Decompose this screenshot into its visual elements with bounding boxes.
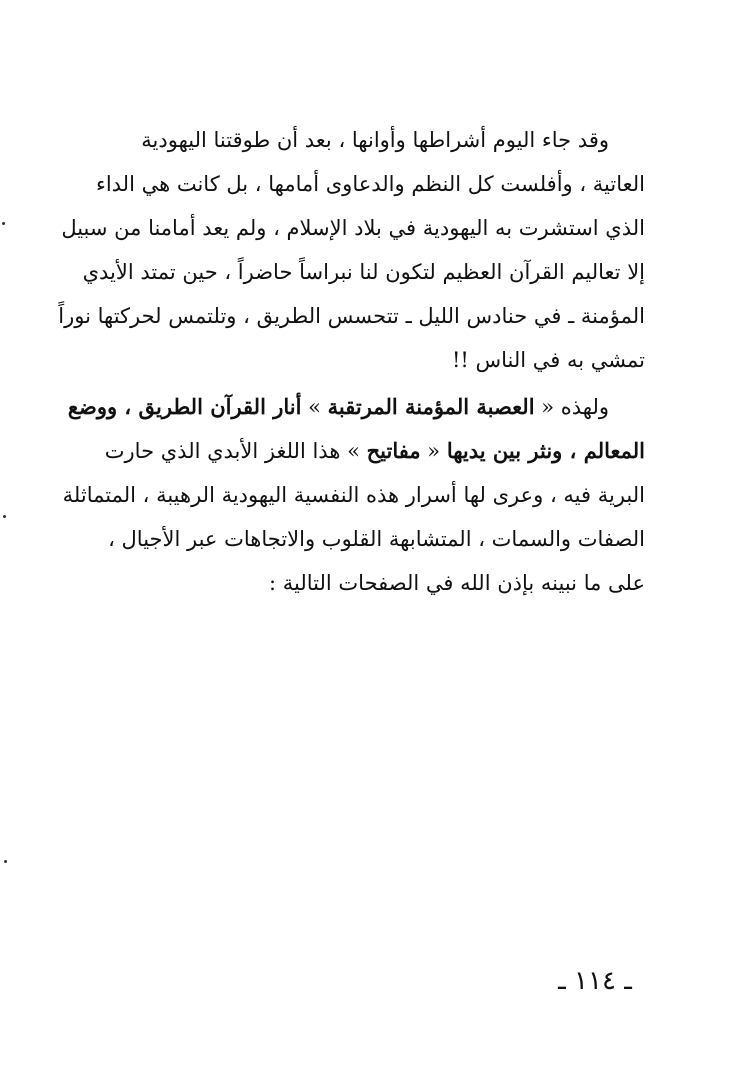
text-line bbox=[97, 429, 645, 473]
text-line: العاتية ، وأفلست كل النظم والدعاوى أمامها ، بل كانت هي الداء bbox=[95, 172, 645, 196]
bold-phrase: العصبة المؤمنة المرتقبة bbox=[327, 394, 535, 419]
text-line: المؤمنة ـ في حنادس الليل ـ تتحسس الطريق ، وتلتمس لحركتها نوراً bbox=[58, 304, 645, 328]
text-line: البرية فيه ، وعرى لها أسرار هذه النفسية اليهودية الرهيبة ، المتماثلة bbox=[62, 483, 645, 507]
text-line: الذي استشرت به اليهودية في بلاد الإسلام ، ولم يعد أمامنا من سبيل bbox=[61, 216, 645, 240]
text-line: الصفات والسمات ، المتشابهة القلوب والاتجاهات عبر الأجيال ، bbox=[108, 527, 645, 551]
scan-speck bbox=[4, 860, 7, 863]
text-segment: » bbox=[301, 395, 328, 419]
text-line-last: على ما نبينه بإذن الله في الصفحات التالية : bbox=[269, 571, 645, 595]
text-line: وقد جاء اليوم أشراطها وأوانها ، بعد أن طوقتنا اليهودية bbox=[141, 128, 609, 152]
scan-speck bbox=[3, 515, 6, 518]
text-line-last: تمشي به في الناس !! bbox=[451, 348, 645, 372]
text-line bbox=[67, 385, 645, 429]
text-segment: ولهذه « bbox=[534, 395, 609, 419]
bold-phrase: المعالم ، ونثر بين يديها bbox=[446, 438, 645, 463]
bold-phrase: مفاتيح bbox=[366, 438, 421, 463]
paragraph-1 bbox=[58, 118, 645, 382]
page-number: ـ ١١٤ ـ bbox=[558, 966, 632, 996]
scan-speck bbox=[2, 222, 5, 225]
text-line: إلا تعاليم القرآن العظيم لتكون لنا نبراساً حاضراً ، حين تمتد الأيدي bbox=[82, 260, 645, 284]
text-segment: « bbox=[420, 439, 447, 463]
bold-phrase: أنار القرآن الطريق ، ووضع bbox=[67, 394, 302, 419]
text-segment: » هذا اللغز الأبدي الذي حارت bbox=[104, 439, 367, 463]
paragraph-2 bbox=[62, 385, 645, 605]
